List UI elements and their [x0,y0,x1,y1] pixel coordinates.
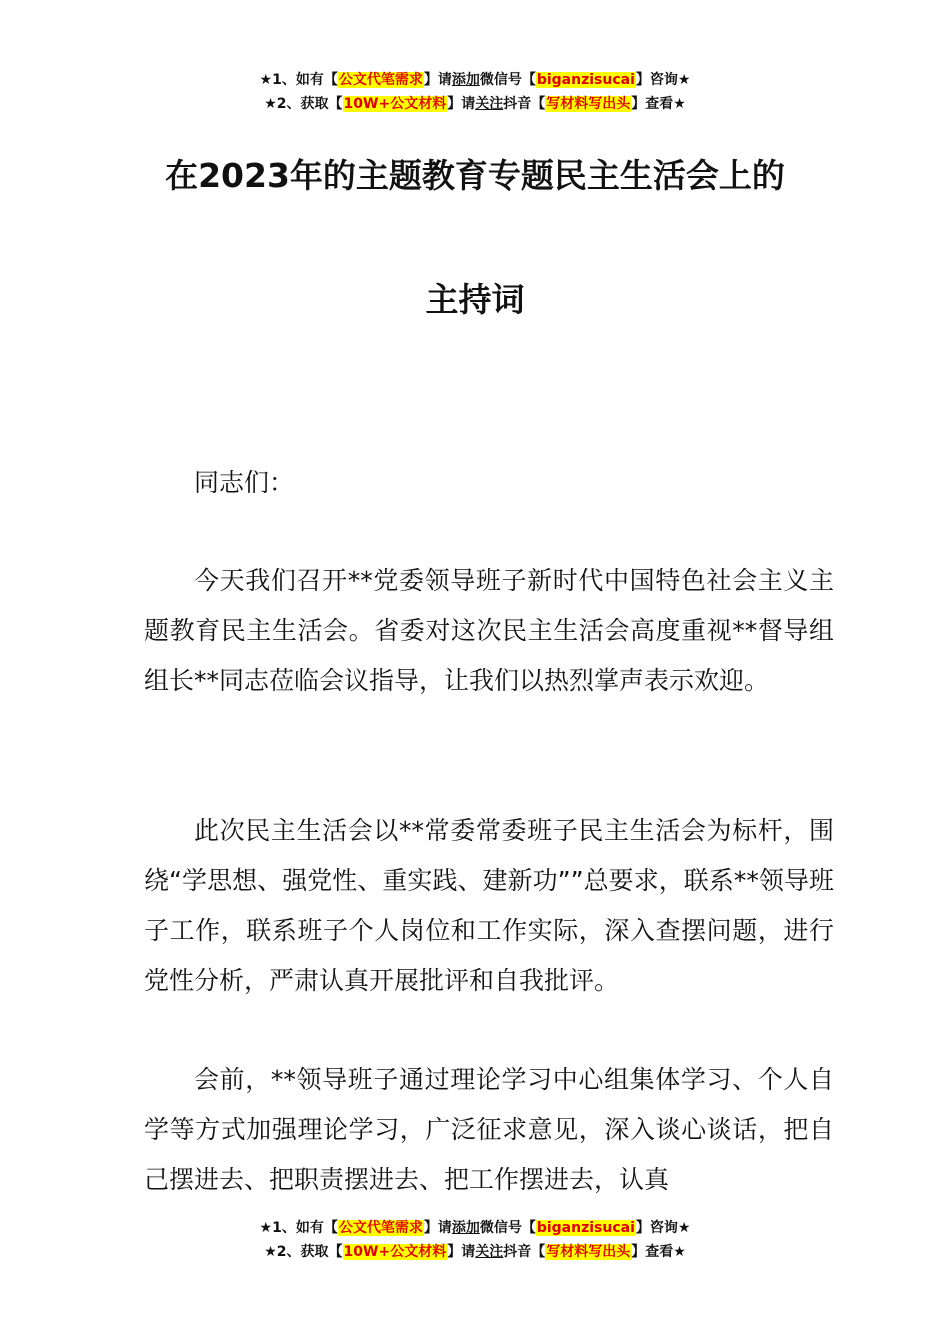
promo-text: 微信号【 [479,1220,536,1236]
document-title-continued: 主持词 [425,280,525,319]
promo-text: 1、如有【 [272,72,338,88]
promo-text: 2、获取【 [276,1244,343,1260]
promo-text: 】查看 [631,96,674,112]
wechat-id-highlight: biganzisucai [536,1220,635,1236]
star-icon: ★ [259,1220,273,1236]
promo-text: 添加 [451,1220,480,1236]
douyin-account-highlight: 写材料写出头 [546,96,631,112]
star-icon: ★ [673,96,686,112]
promo-highlight: 公文代笔需求 [338,72,423,88]
promo-text: 】请 [423,72,452,88]
footer-promo-banner [0,1216,950,1264]
promo-highlight: 公文代笔需求 [338,1220,423,1236]
promo-text: 】请 [447,1244,476,1260]
star-icon: ★ [677,1220,691,1236]
promo-text: 关注 [475,96,504,112]
promo-highlight: 10W+公文材料 [343,96,447,112]
star-icon: ★ [677,72,691,88]
promo-text: 1、如有【 [272,1220,338,1236]
promo-text: 抖音【 [503,1244,546,1260]
star-icon: ★ [673,1244,686,1260]
promo-text: 关注 [475,1244,504,1260]
salutation: 同志们： [194,468,295,497]
promo-line-1 [0,68,950,92]
douyin-account-highlight: 写材料写出头 [546,1244,631,1260]
promo-text: 】请 [423,1220,452,1236]
promo-text: 抖音【 [503,96,546,112]
promo-line-1 [0,1216,950,1240]
star-icon: ★ [264,96,277,112]
wechat-id-highlight: biganzisucai [536,72,635,88]
body-paragraph: 此次民主生活会以**常委常委班子民主生活会为标杆，围绕“学思想、强党性、重实践、建新功””总要求，联系**领导班子工作，联系班子个人岗位和工作实际，深入查摆问题，进行党性分析，严肃认真开展批评和自我批评。 [144,816,834,995]
promo-line-2 [0,1240,950,1264]
promo-text: 】请 [447,96,476,112]
promo-text: 】咨询 [635,1220,678,1236]
header-promo-banner [0,68,950,116]
body-paragraph: 今天我们召开**党委领导班子新时代中国特色社会主义主题教育民主生活会。省委对这次民主生活会高度重视**督导组组长**同志莅临会议指导，让我们以热烈掌声表示欢迎。 [144,566,834,695]
promo-text: 2、获取【 [276,96,343,112]
promo-text: 微信号【 [479,72,536,88]
star-icon: ★ [259,72,273,88]
promo-line-2 [0,92,950,116]
promo-text: 】咨询 [635,72,678,88]
promo-text: 添加 [451,72,480,88]
promo-highlight: 10W+公文材料 [343,1244,447,1260]
star-icon: ★ [264,1244,277,1260]
document-title: 在2023年的主题教育专题民主生活会上的 [165,156,785,195]
body-paragraph: 会前，**领导班子通过理论学习中心组集体学习、个人自学等方式加强理论学习，广泛征求意见，深入谈心谈话，把自己摆进去、把职责摆进去、把工作摆进去，认真 [144,1065,834,1194]
promo-text: 】查看 [631,1244,674,1260]
